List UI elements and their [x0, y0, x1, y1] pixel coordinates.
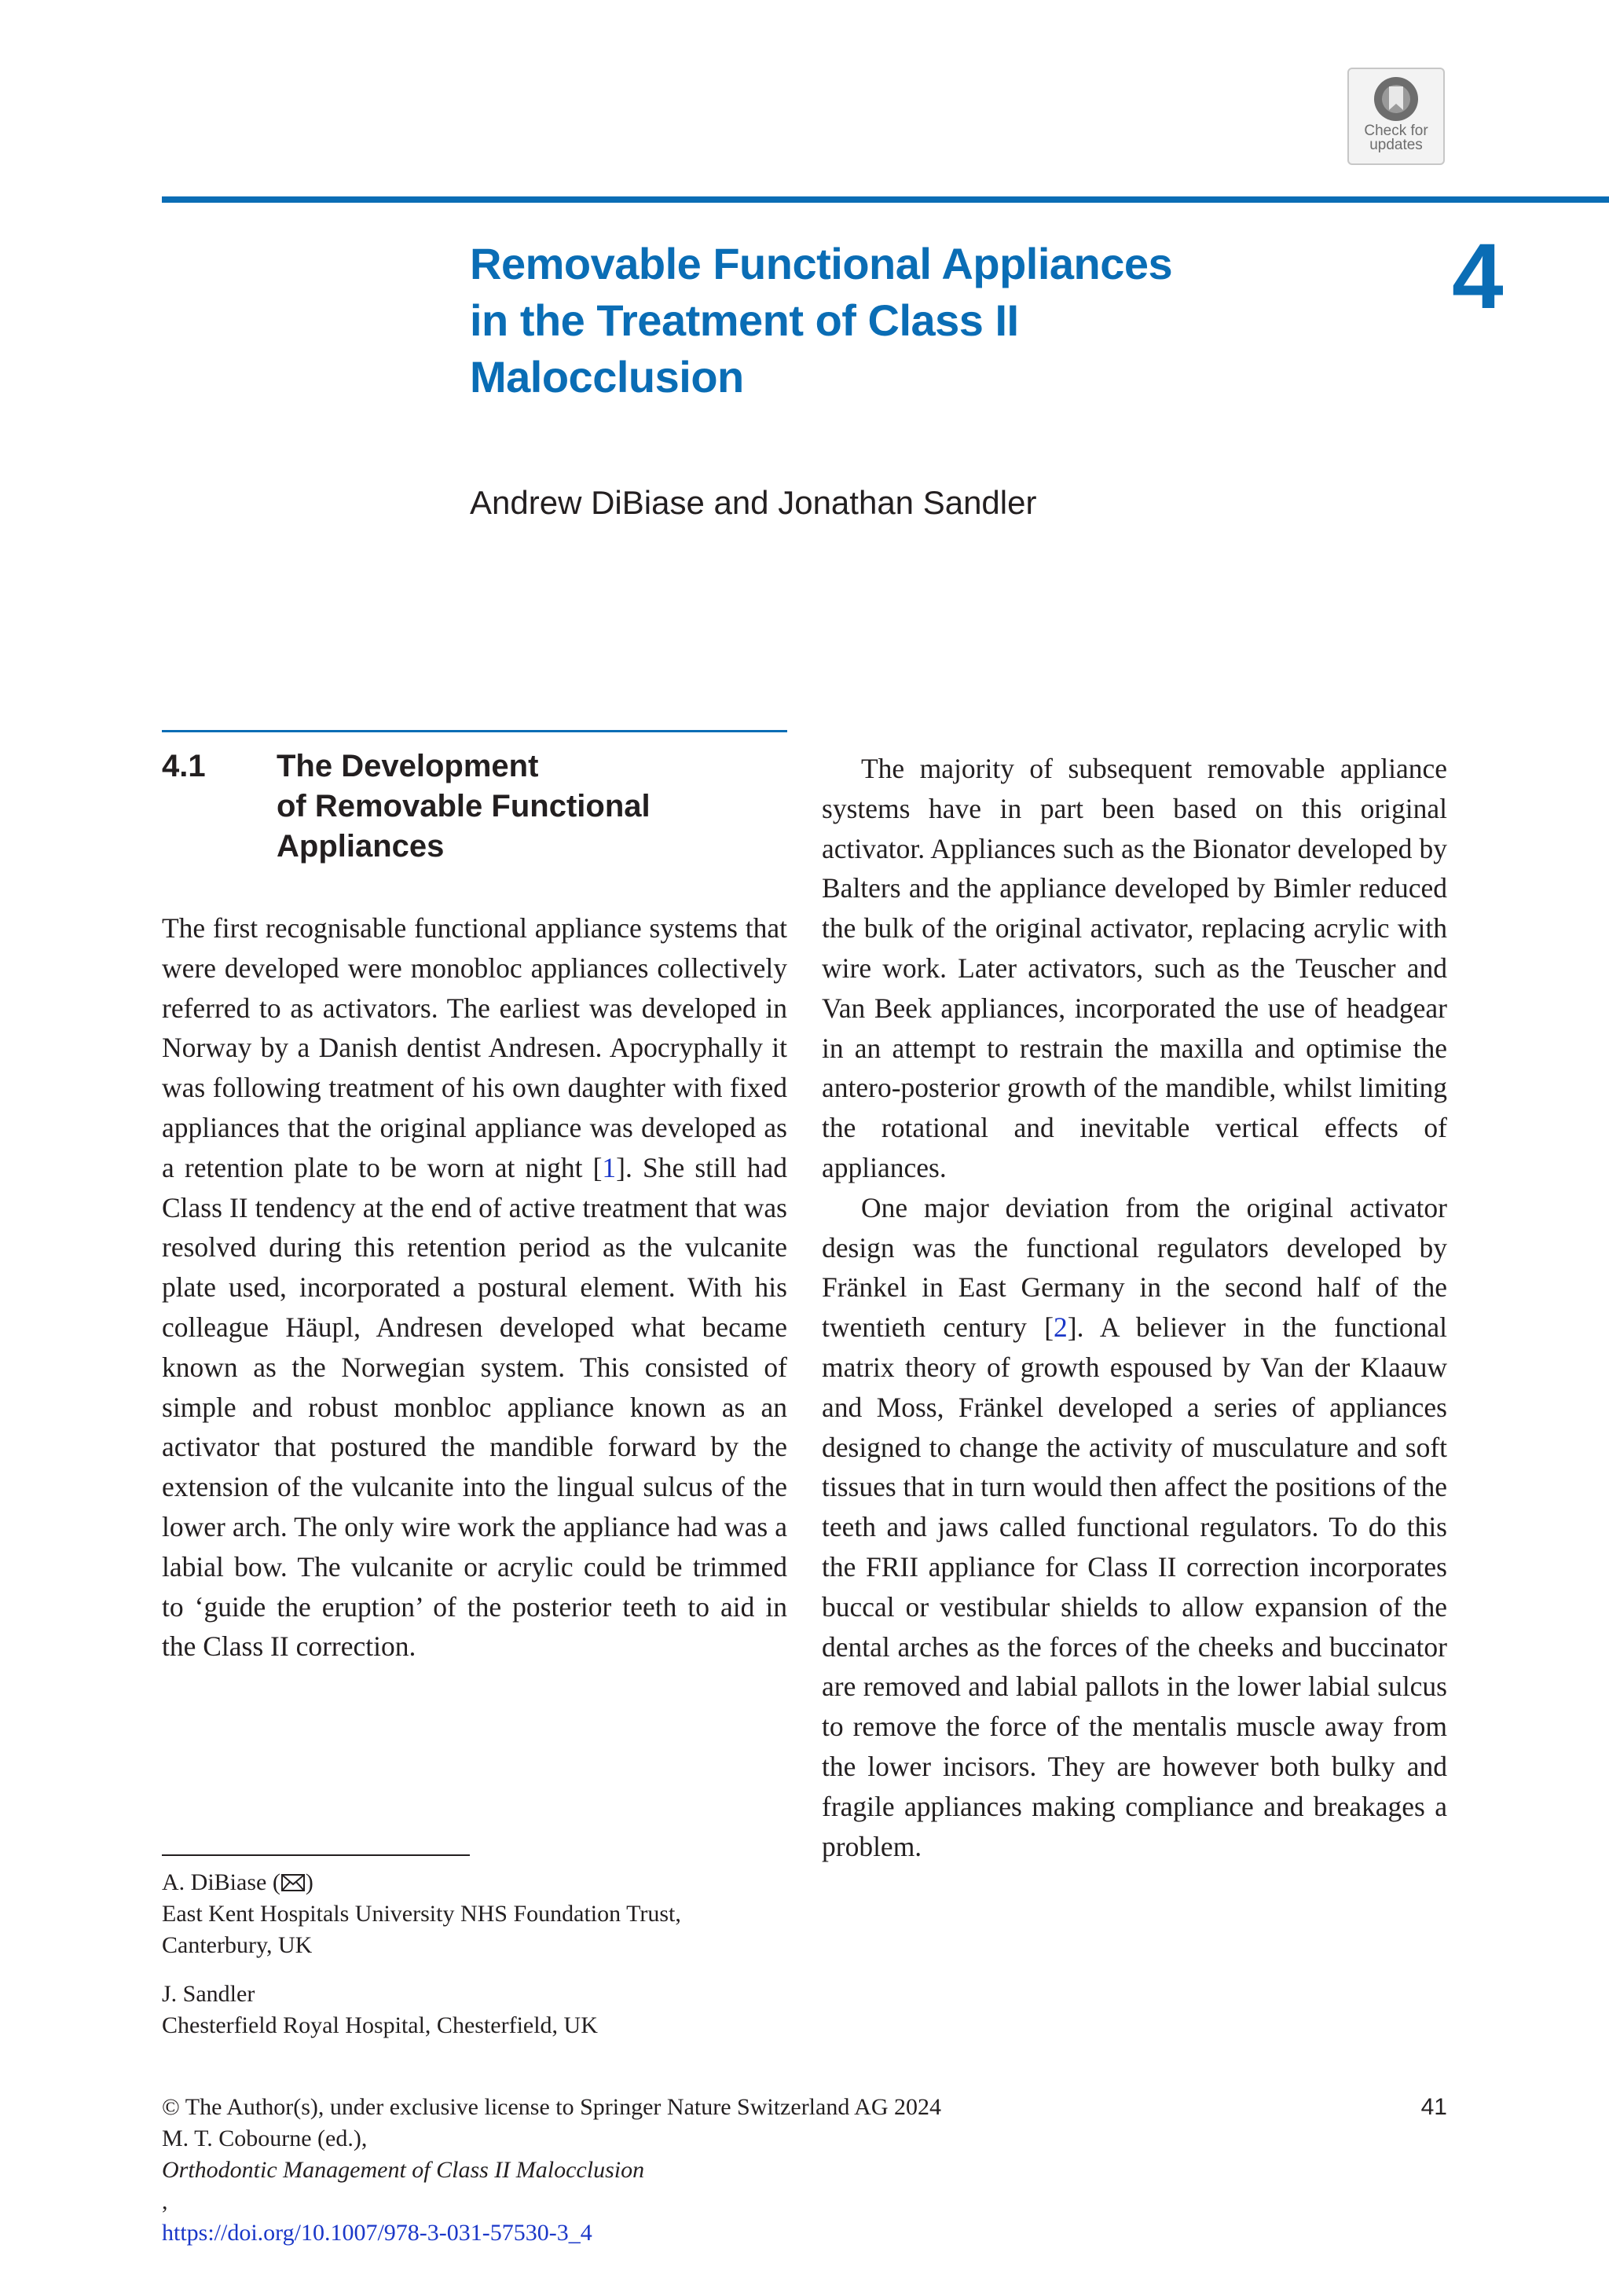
body-paragraph: [822, 1188, 1447, 1867]
section-title-line: The Development: [277, 749, 539, 783]
section-title: [277, 746, 787, 867]
chapter-top-rule: [162, 196, 1609, 203]
chapter-title-line: Removable Functional Appliances: [470, 239, 1173, 288]
paragraph-text: ]. She still had Class II tendency at the end of active treatment that was resolved during this retention period as the vulcanite plate used, incorporated a postural element. With his colleague Häupl, Andresen developed what became known as the Norwegian system. This consisted of simple and robust monbloc appliance known as an activator that postured the mandible forward by the extension of the vulcanite into the lingual sulcus of the lower arch. The only wire work the appliance had was a labial bow. The vulcanite or acrylic could be trimmed to ‘guide the eruption’ of the posterior teeth to aid in the Class II correction.: [162, 1151, 787, 1663]
section-title-line: Appliances: [277, 829, 445, 864]
check-for-updates-badge[interactable]: [1347, 68, 1445, 165]
section-number: 4.1: [162, 749, 206, 783]
citation-editor: M. T. Cobourne (ed.),: [162, 2125, 368, 2151]
page-number: 41: [1420, 2094, 1447, 2120]
citation-link[interactable]: 1: [602, 1151, 617, 1183]
chapter-authors: Andrew DiBiase and Jonathan Sandler: [470, 484, 1037, 521]
crossmark-icon: [1373, 75, 1420, 123]
affiliation-line: Chesterfield Royal Hospital, Chesterfield, UK: [162, 2012, 598, 2038]
chapter-title: [470, 236, 1303, 405]
footnote-rule: [162, 1854, 470, 1856]
section-title-line: of Removable Functional: [277, 789, 651, 823]
citation-line: [162, 2123, 1340, 2217]
author-name-close: ): [305, 1869, 313, 1895]
affiliation-name: [162, 1867, 806, 1898]
paragraph-text: The first recognisable functional appliance systems that were developed were monobloc appliances collectively referred to as activators. The earliest was developed in Norway by a Danish dentist Andresen. Apocryphally it was following treatment of his own daughter with fixed appliances that the original appliance was developed as a retention plate to be worn at night [: [162, 912, 787, 1183]
affiliation-line: Canterbury, UK: [162, 1932, 313, 1958]
body-paragraph: The majority of subsequent removable appliance systems have in part been based on this original activator. Appliances such as the Bionator developed by Balters and the appliance developed by Bimler reduced the bulk of the original activator, replacing acrylic with wire work. Later activators, such as the Teuscher and Van Beek appliances, incorporated the use of headgear in an attempt to restrain the maxilla and optimise the antero-posterior growth of the mandible, whilst limiting the rotational and inevitable vertical effects of appliances.: [822, 753, 1447, 1183]
book-title: Orthodontic Management of Class II Malocclusion: [162, 2157, 645, 2183]
body-column-left: [162, 908, 787, 1667]
body-paragraph: [162, 908, 787, 1667]
author-name: A. DiBiase (: [162, 1869, 280, 1895]
chapter-number: 4: [1452, 225, 1504, 328]
copyright-line: © The Author(s), under exclusive license to Springer Nature Switzerland AG 2024: [162, 2094, 942, 2120]
doi-link[interactable]: https://doi.org/10.1007/978-3-031-57530-3_4: [162, 2220, 592, 2246]
badge-label: Check for updates: [1364, 123, 1428, 153]
paragraph-text: ]. A believer in the functional matrix theory of growth espoused by Van der Klaauw and Moss, Fränkel developed a series of appliances designed to change the activity of musculature and soft tissues that in turn would then affect the positions of the teeth and jaws called functional regulators. To do this the FRII appliance for Class II correction incorporates buccal or vestibular shields to allow expansion of the dental arches as the forces of the cheeks and buccinator are removed and labial pallots in the lower labial sulcus to remove the force of the mentalis muscle away from the lower incisors. They are however both bulky and fragile appliances making compliance and breakages a problem.: [822, 1311, 1448, 1862]
section-rule: [162, 730, 787, 732]
citation-link[interactable]: 2: [1054, 1311, 1068, 1344]
body-column-right: [822, 749, 1447, 1866]
citation-comma: ,: [162, 2188, 168, 2214]
author-affiliation-1: [162, 1867, 806, 1961]
author-name: J. Sandler: [162, 1981, 255, 2007]
copyright-block: [162, 2092, 1340, 2249]
author-affiliation-2: [162, 1979, 806, 2041]
paragraph-text: One major deviation from the original activator design was the functional regulators developed by Fränkel in East Germany in the second half of the twentieth century [: [822, 1191, 1447, 1344]
envelope-icon[interactable]: [281, 1874, 305, 1891]
chapter-title-line: Malocclusion: [470, 352, 744, 402]
affiliation-line: East Kent Hospitals University NHS Foundation Trust,: [162, 1901, 681, 1927]
chapter-title-line: in the Treatment of Class II: [470, 295, 1019, 345]
